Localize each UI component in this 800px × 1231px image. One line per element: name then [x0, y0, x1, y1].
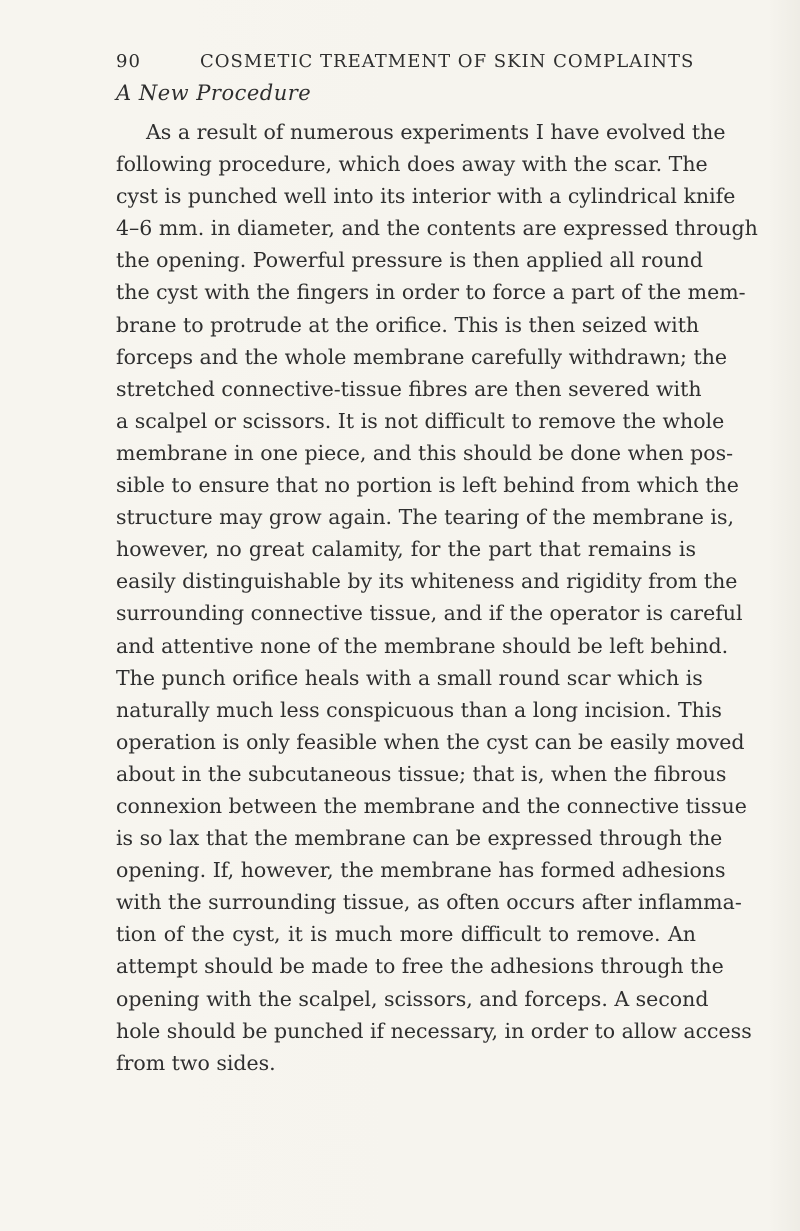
- text-line: cyst is punched well into its interior with a cylindrical knife: [116, 184, 736, 209]
- text-line: about in the subcutaneous tissue; that is, when the fibrous: [116, 761, 727, 786]
- text-line: the cyst with the fingers in order to force a part of the mem-: [116, 280, 746, 305]
- text-line: hole should be punched if necessary, in order to allow access: [116, 1018, 752, 1043]
- body-paragraph: [116, 116, 758, 1079]
- text-line: the opening. Powerful pressure is then applied all round: [116, 248, 703, 273]
- text-line: The punch orifice heals with a small round scar which is: [116, 665, 703, 690]
- text-line: structure may grow again. The tearing of the membrane is,: [116, 505, 735, 530]
- text-line: however, no great calamity, for the part that remains is: [116, 537, 696, 562]
- text-line: As a result of numerous experiments I have evolved the: [146, 120, 726, 144]
- text-line: tion of the cyst, it is much more difficult to remove. An: [116, 922, 696, 947]
- text-line: with the surrounding tissue, as often occurs after inflamma-: [116, 890, 742, 915]
- text-line: is so lax that the membrane can be expressed through the: [116, 826, 723, 851]
- text-line: opening with the scalpel, scissors, and forceps. A second: [116, 986, 709, 1011]
- running-title: COSMETIC TREATMENT OF SKIN COMPLAINTS: [200, 51, 695, 72]
- text-line: attempt should be made to free the adhesions through the: [116, 954, 724, 979]
- text-line: sible to ensure that no portion is left behind from which the: [116, 473, 739, 498]
- text-line: forceps and the whole membrane carefully withdrawn; the: [116, 344, 728, 369]
- text-line: brane to protrude at the orifice. This is then seized with: [116, 312, 700, 337]
- page-number: 90: [116, 51, 141, 72]
- text-line: operation is only feasible when the cyst can be easily moved: [116, 729, 745, 754]
- text-line: stretched connective-tissue fibres are then severed with: [116, 376, 702, 401]
- text-line: membrane in one piece, and this should be done when pos-: [116, 440, 734, 465]
- text-line: opening. If, however, the membrane has formed adhesions: [116, 858, 726, 883]
- text-line: connexion between the membrane and the connective tissue: [116, 793, 747, 818]
- text-line: from two sides.: [116, 1050, 276, 1075]
- text-line: following procedure, which does away with the scar. The: [116, 152, 708, 177]
- running-header: [116, 51, 696, 72]
- text-line: easily distinguishable by its whiteness and rigidity from the: [116, 569, 738, 594]
- text-line: 4–6 mm. in diameter, and the contents are expressed through: [116, 216, 758, 241]
- text-line: naturally much less conspicuous than a long incision. This: [116, 697, 722, 722]
- text-line: a scalpel or scissors. It is not difficult to remove the whole: [116, 408, 725, 433]
- text-line: surrounding connective tissue, and if the operator is careful: [116, 601, 743, 626]
- section-title: A New Procedure: [116, 81, 312, 105]
- text-line: and attentive none of the membrane should be left behind.: [116, 633, 729, 658]
